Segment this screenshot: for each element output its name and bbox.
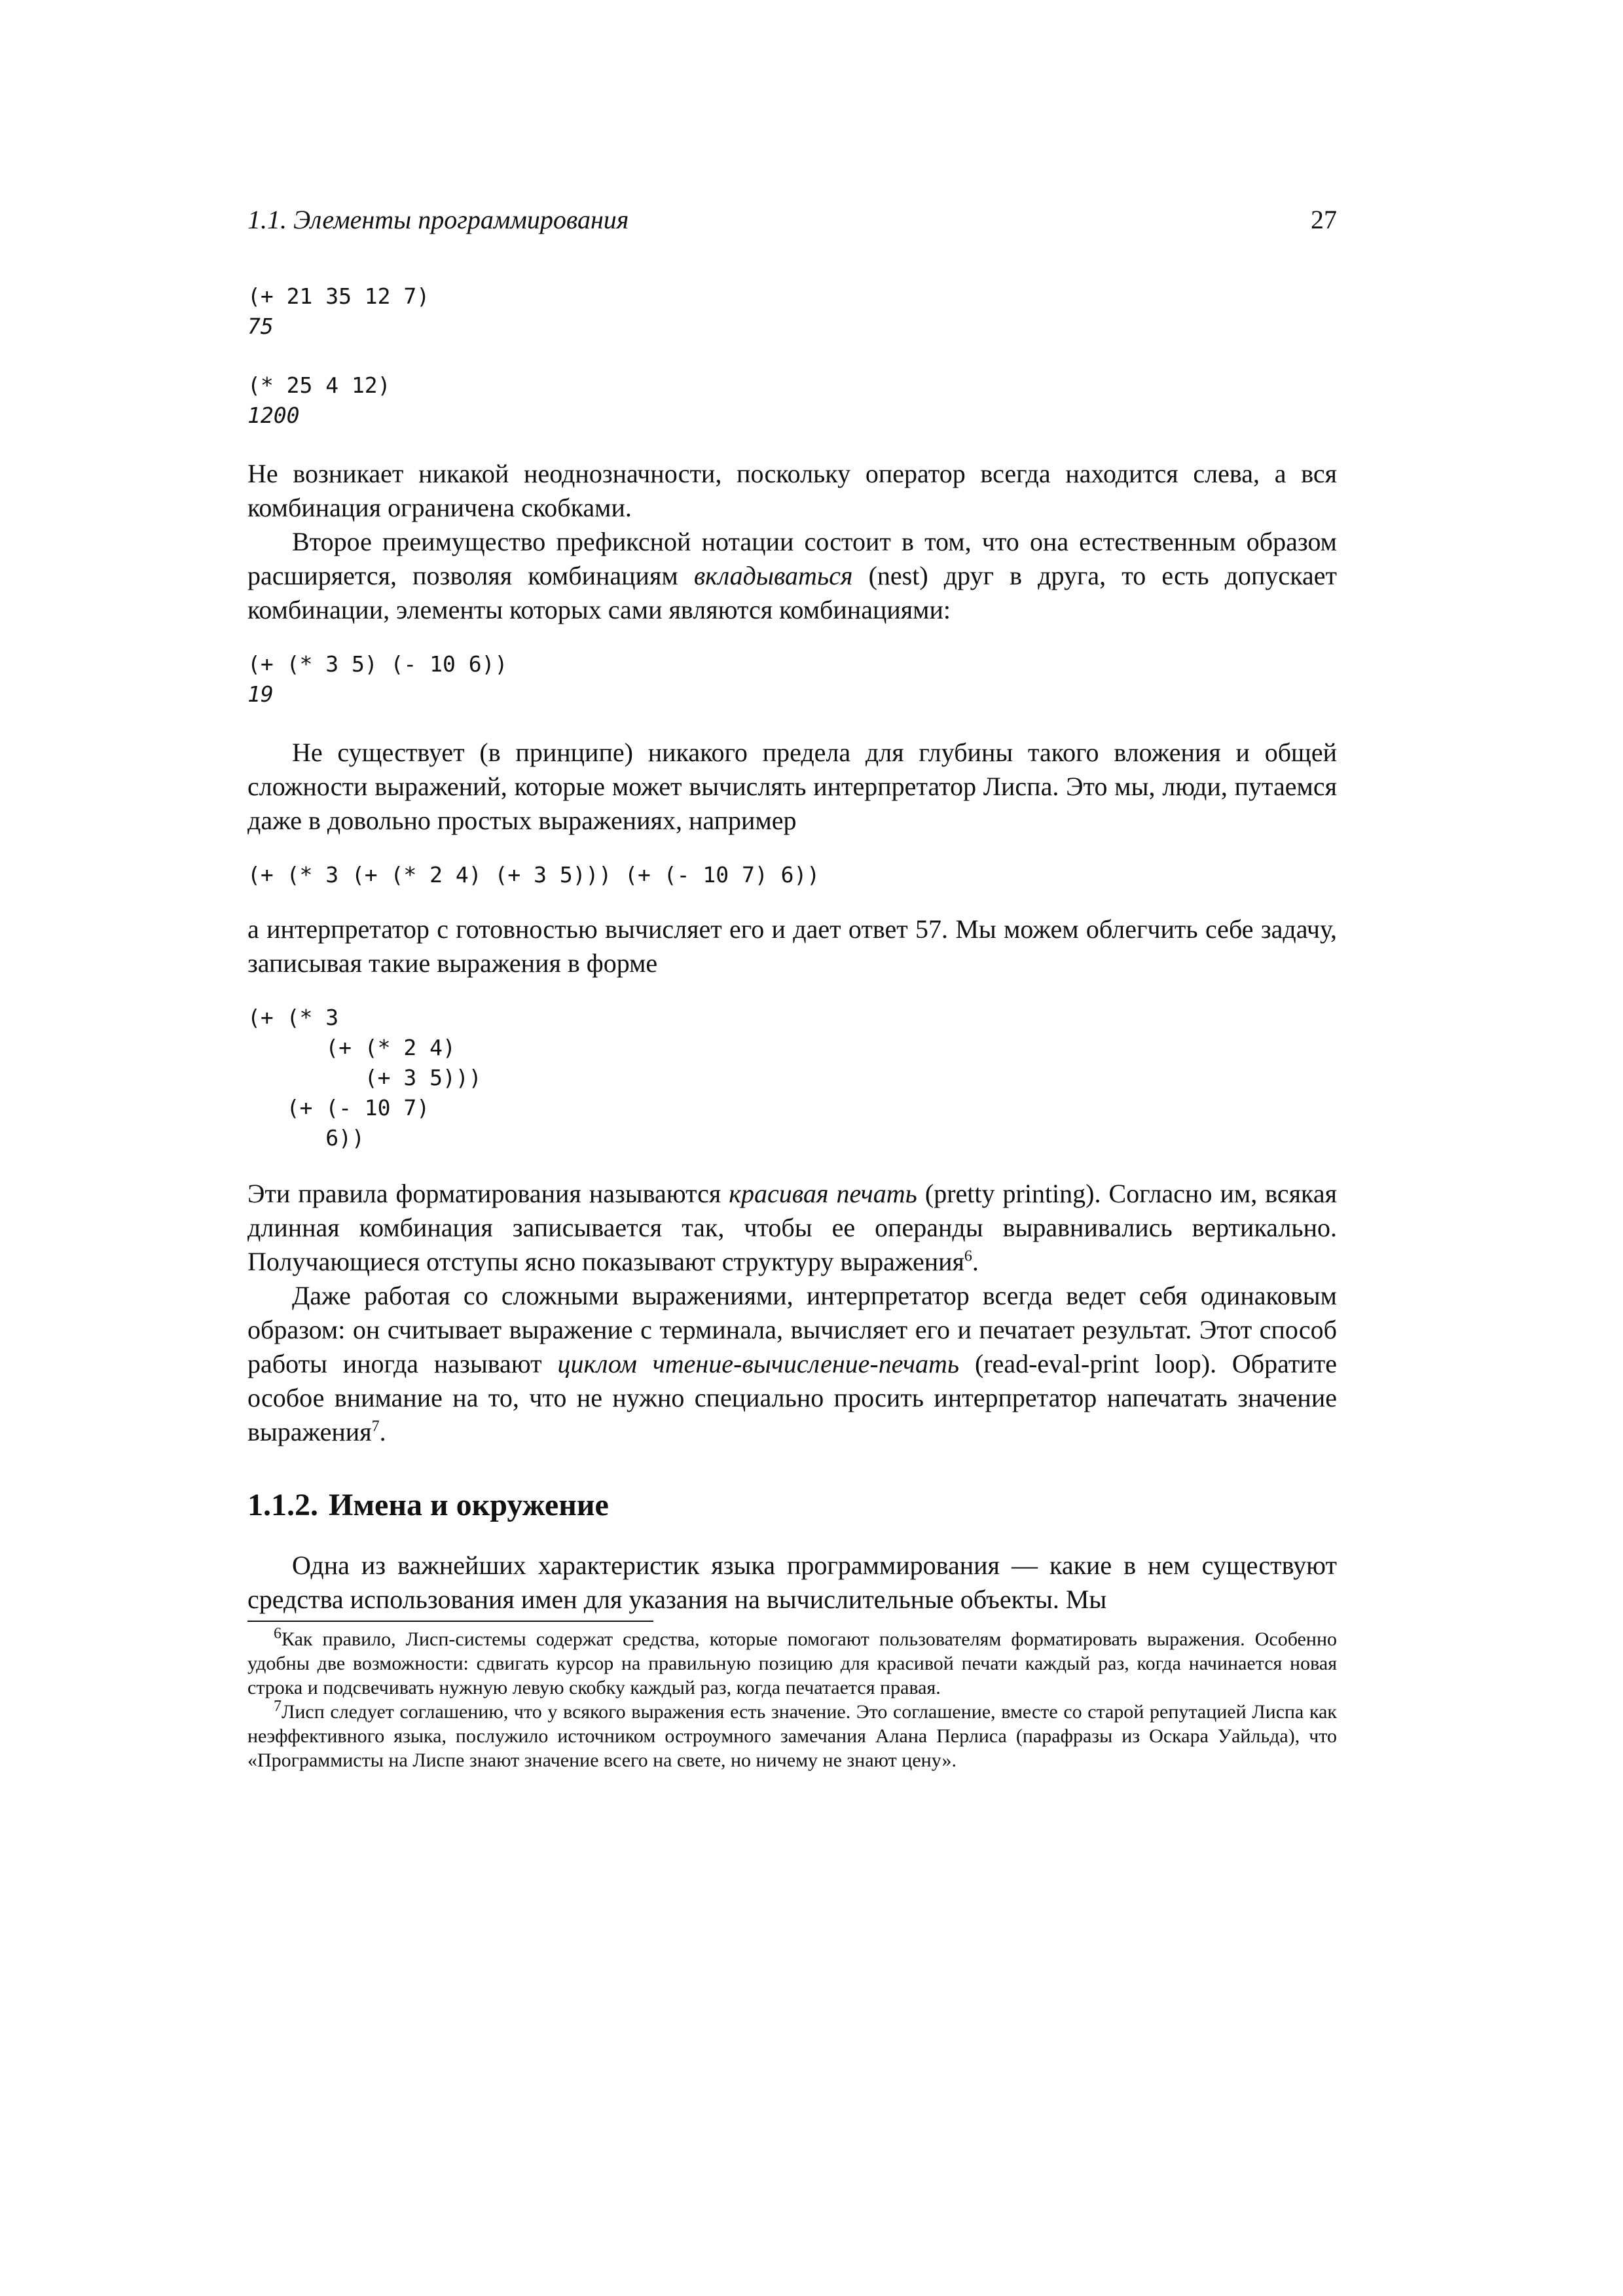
paragraph-depth: Не существует (в принципе) никакого предела для глубины такого вложения и общей сложности выражений, которые может вычислять интерпретатор Лиспа. Это мы, люди, путаемся даже в довольно простых выражениях, например [247,738,1337,835]
footnote-separator [247,1621,653,1622]
text-run: (pretty printing). Согласно им, всякая длинная комбинация записывается так, чтобы ее операнды выравнивались вертикально. Получающиеся отступы ясно показывают структуру выражения [247,1179,1337,1276]
paragraph-pretty-printing [247,1177,1337,1279]
code-block-sum [247,281,1337,342]
paragraph-no-ambiguity: Не возникает никакой неоднозначности, поскольку оператор всегда находится слева, а вся комбинация ограничена скобками. [247,459,1337,522]
code-expression: (+ 21 35 12 7) [247,283,430,309]
italic-term: вкладываться [693,561,853,590]
footnote-7 [247,1700,1337,1772]
footnote-ref: 7 [371,1418,380,1435]
footnotes [247,1627,1337,1772]
page-number: 27 [1311,205,1337,234]
text-run: . [379,1417,386,1446]
code-line: (+ 3 5))) [247,1065,482,1090]
text-run: . [972,1247,979,1276]
footnote-6 [247,1627,1337,1700]
code-block-nested [247,649,1337,709]
footnote-ref: 6 [964,1247,972,1265]
text-run: (nest) друг в друга, то есть допускает комбинации, элементы которых сами являются комбинациями: [247,561,1338,624]
code-block-product [247,370,1337,431]
code-line: 6)) [247,1125,365,1151]
code-block-pretty [247,1003,1337,1153]
text-run: Второе преимущество префиксной нотации состоит в том, что она естественным образом расширяется, позволяя комбинациям [247,527,1337,590]
code-line: (+ (- 10 7) [247,1095,430,1121]
text-run: Эти правила форматирования называются [247,1179,729,1208]
running-title: 1.1. Элементы программирования [247,205,629,234]
section-title: Имена и окружение [329,1488,609,1522]
italic-term: циклом чтение-вычисление-печать [557,1349,960,1378]
italic-term: красивая печать [729,1179,917,1208]
text-run: (read-eval-print loop). Обратите особое внимание на то, что не нужно специально просить интерпретатор напечатать значение выражения [247,1349,1337,1446]
code-result: 19 [247,681,274,707]
code-expression: (* 25 4 12) [247,372,391,398]
page-header [247,196,1337,249]
footnote-text: Как правило, Лисп-системы содержат средства, которые помогают пользователям форматировать выражения. Особенно удобны две возможности: сдвигать курсор на правильную позицию для красивой печати каждый раз, когда начинается новая строка и подсвечивать нужную левую скобку каждый раз, когда печатается правая. [247,1628,1337,1698]
footnote-text: Лисп следует соглашению, что у всякого выражения есть значение. Это соглашение, вместе со старой репутацией Лиспа как неэффективного языка, послужило источником остроумного замечания Алана Перлиса (парафразы из Оскара Уайльда), что «Программисты на Лиспе знают значение всего на свете, но ничему не знают цену». [247,1701,1337,1771]
paragraph-nesting [247,525,1337,627]
code-block-complex: (+ (* 3 (+ (* 2 4) (+ 3 5))) (+ (- 10 7) 6)) [247,862,820,888]
section-heading [247,1486,1337,1525]
code-result: 75 [247,314,274,339]
code-line: (+ (* 2 4) [247,1035,456,1060]
footnote-mark: 6 [274,1625,282,1642]
code-result: 1200 [247,403,300,428]
page-content [247,196,1337,1772]
text-run: Даже работая со сложными выражениями, интерпретатор всегда ведет себя одинаковым образом: он считывает выражение с терминала, вычисляет его и печатает результат. Этот способ работы иногда называют [247,1281,1337,1378]
code-expression: (+ (* 3 5) (- 10 6)) [247,651,508,677]
paragraph-names: Одна из важнейших характеристик языка программирования — какие в нем существуют средства использования имен для указания на вычислительные объекты. Мы [247,1551,1337,1614]
paragraph-repl [247,1279,1337,1449]
code-line: (+ (* 3 [247,1005,339,1030]
paragraph-answer: а интерпретатор с готовностью вычисляет его и дает ответ 57. Мы можем облегчить себе задачу, записывая такие выражения в форме [247,914,1337,978]
section-number: 1.1.2. [247,1488,318,1522]
footnote-mark: 7 [274,1698,282,1715]
